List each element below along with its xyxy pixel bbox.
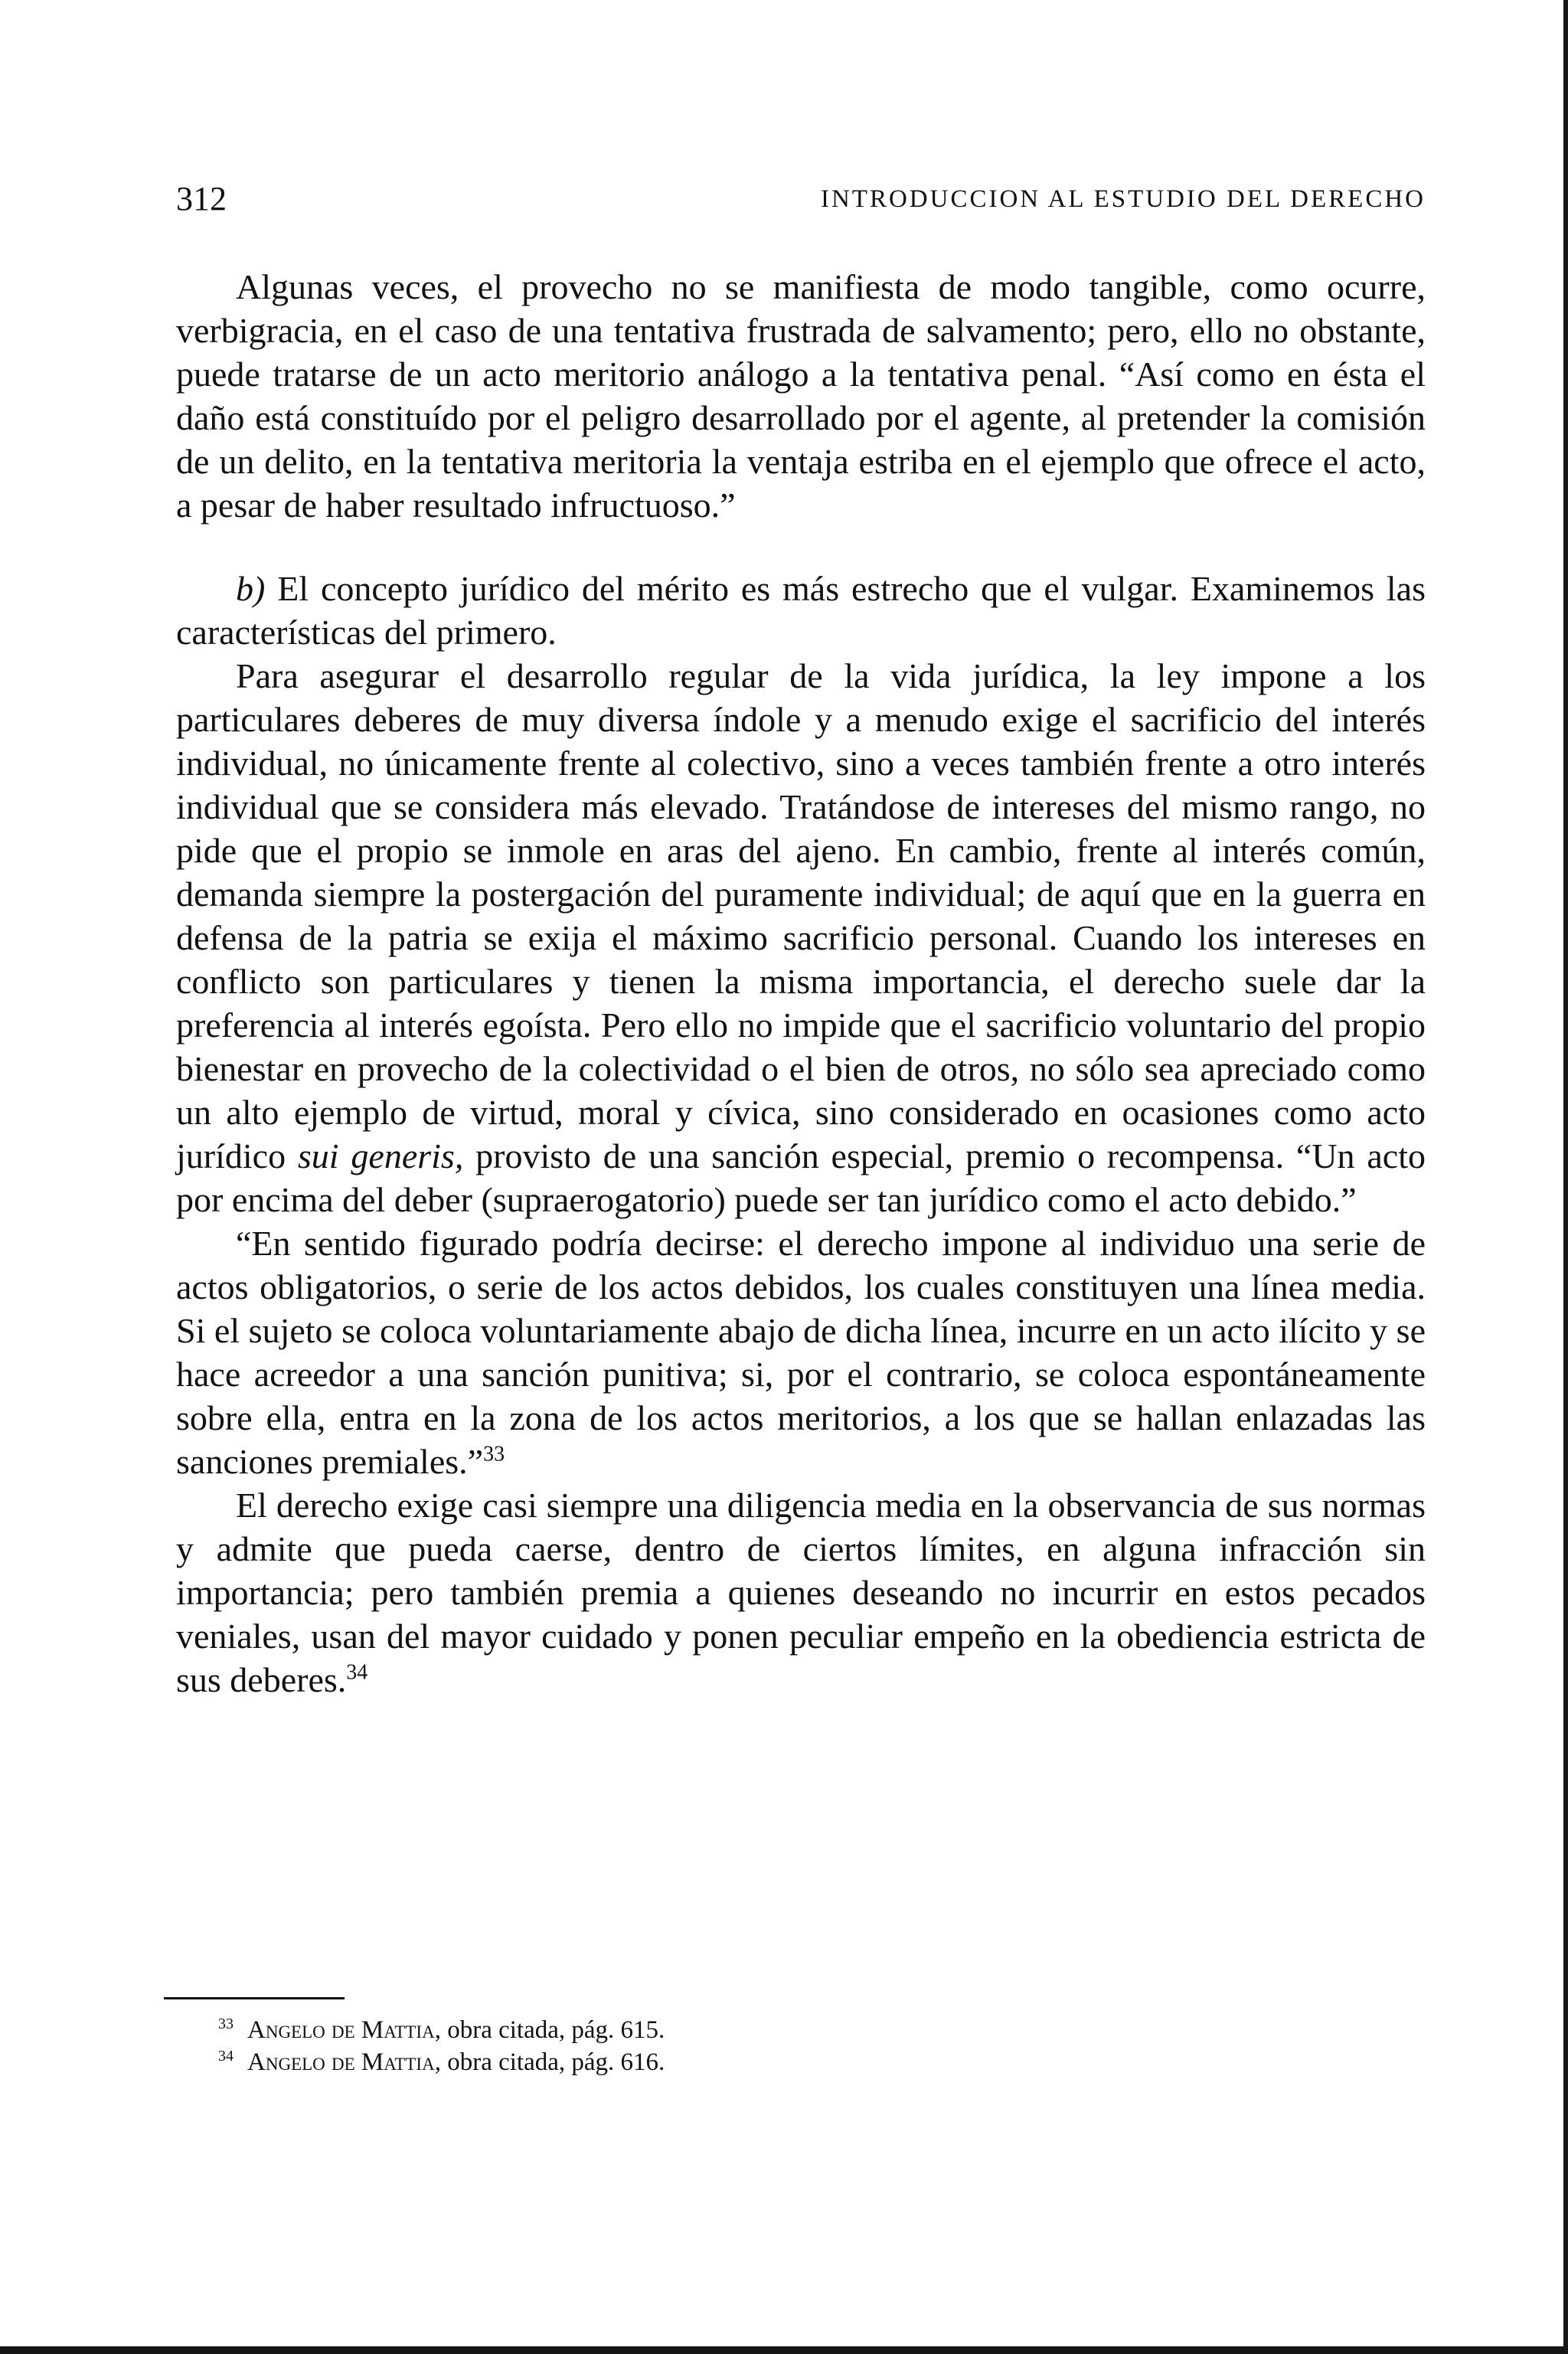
paragraph-text: “En sentido figurado podría decirse: el derecho impone al individuo una serie de actos obligatorios, o serie de los actos debidos, los cuales constituyen una línea media. Si el sujeto se coloca voluntariamente abajo de dicha línea, incurre en un acto ilícito y se hace acreedor a una sanción punitiva; si, por el contrario, se coloca espontáneamente sobre ella, entra en la zona de los actos meritorios, a los que se hallan enlazadas las sanciones premiales.” bbox=[176, 1224, 1426, 1481]
footnote-33 bbox=[218, 2014, 1367, 2046]
paragraph-text: El concepto jurídico del mérito es más estrecho que el vulgar. Examinemos las características del primero. bbox=[176, 569, 1426, 652]
paragraph-concepto-juridico bbox=[176, 567, 1426, 654]
page-number: 312 bbox=[176, 180, 227, 217]
paragraph-provecho bbox=[176, 265, 1426, 527]
footnote-divider bbox=[164, 1997, 345, 1999]
footnote-author: Angelo de Mattia, bbox=[247, 2048, 441, 2076]
page-header bbox=[176, 176, 1426, 222]
footnote-ref-34: 34 bbox=[346, 1660, 368, 1685]
footnote-text: obra citada, pág. 616. bbox=[440, 2048, 665, 2076]
paragraph-text: El derecho exige casi siempre una diligencia media en la observancia de sus normas y admite que pueda caerse, dentro de ciertos límites, en alguna infracción sin importancia; pero también premia a quienes deseando no incurrir en estos pecados veniales, usan del mayor cuidado y ponen peculiar empeño en la obediencia estricta de sus deberes. bbox=[176, 1486, 1426, 1699]
footnotes bbox=[218, 2014, 1367, 2078]
running-head: INTRODUCCION AL ESTUDIO DEL DERECHO bbox=[820, 185, 1426, 213]
body-text bbox=[176, 265, 1426, 1702]
scan-edge-bottom bbox=[0, 2346, 1568, 2354]
item-label: b) bbox=[236, 569, 266, 608]
footnote-author: Angelo de Mattia, bbox=[247, 2016, 441, 2044]
paragraph-text: Algunas veces, el provecho no se manifiesta de modo tangible, como ocurre, verbigracia, en el caso de una tentativa frustrada de salvamento; pero, ello no obstante, puede tratarse de un acto meritorio análogo a la tentativa penal. “Así como en ésta el daño está constituído por el peligro desarrollado por el agente, al pretender la comisión de un delito, en la tentativa meritoria la ventaja estriba en el ejemplo que ofrece el acto, a pesar de haber resultado infructuoso.” bbox=[176, 267, 1426, 525]
footnote-number: 33 bbox=[218, 2016, 234, 2032]
paragraph-diligencia-media bbox=[176, 1483, 1426, 1702]
paragraph-desarrollo-regular bbox=[176, 654, 1426, 1221]
footnote-text: obra citada, pág. 615. bbox=[440, 2016, 665, 2044]
footnote-ref-33: 33 bbox=[483, 1442, 505, 1466]
footnote-34 bbox=[218, 2046, 1367, 2078]
paragraph-text-before: Para asegurar el desarrollo regular de la vida jurídica, la ley impone a los particulares deberes de muy diversa índole y a menudo exige el sacrificio del interés individual, no únicamente frente al colectivo, sino a veces también frente a otro interés individual que se considera más elevado. Tratándose de intereses del mismo rango, no pide que el propio se inmole en aras del ajeno. En cambio, frente al interés común, demanda siempre la postergación del puramente individual; de aquí que en la guerra en defensa de la patria se exija el máximo sacrificio personal. Cuando los intereses en conflicto son particulares y tienen la misma importancia, el derecho suele dar la preferencia al interés egoísta. Pero ello no impide que el sacrificio voluntario del propio bienestar en provecho de la colectividad o el bien de otros, no sólo sea apreciado como un alto ejemplo de virtud, moral y cívica, sino considerado en ocasiones como acto jurídico bbox=[176, 656, 1426, 1175]
paragraph-text-after: provisto de una sanción especial, premio o recompensa. “Un acto por encima del deber (supraerogatorio) puede ser tan jurídico como el acto debido.” bbox=[176, 1136, 1426, 1219]
scan-edge-right bbox=[1563, 0, 1568, 2354]
paragraph-sentido-figurado bbox=[176, 1221, 1426, 1483]
footnote-number: 34 bbox=[218, 2048, 234, 2065]
italic-term: sui generis, bbox=[297, 1136, 464, 1175]
